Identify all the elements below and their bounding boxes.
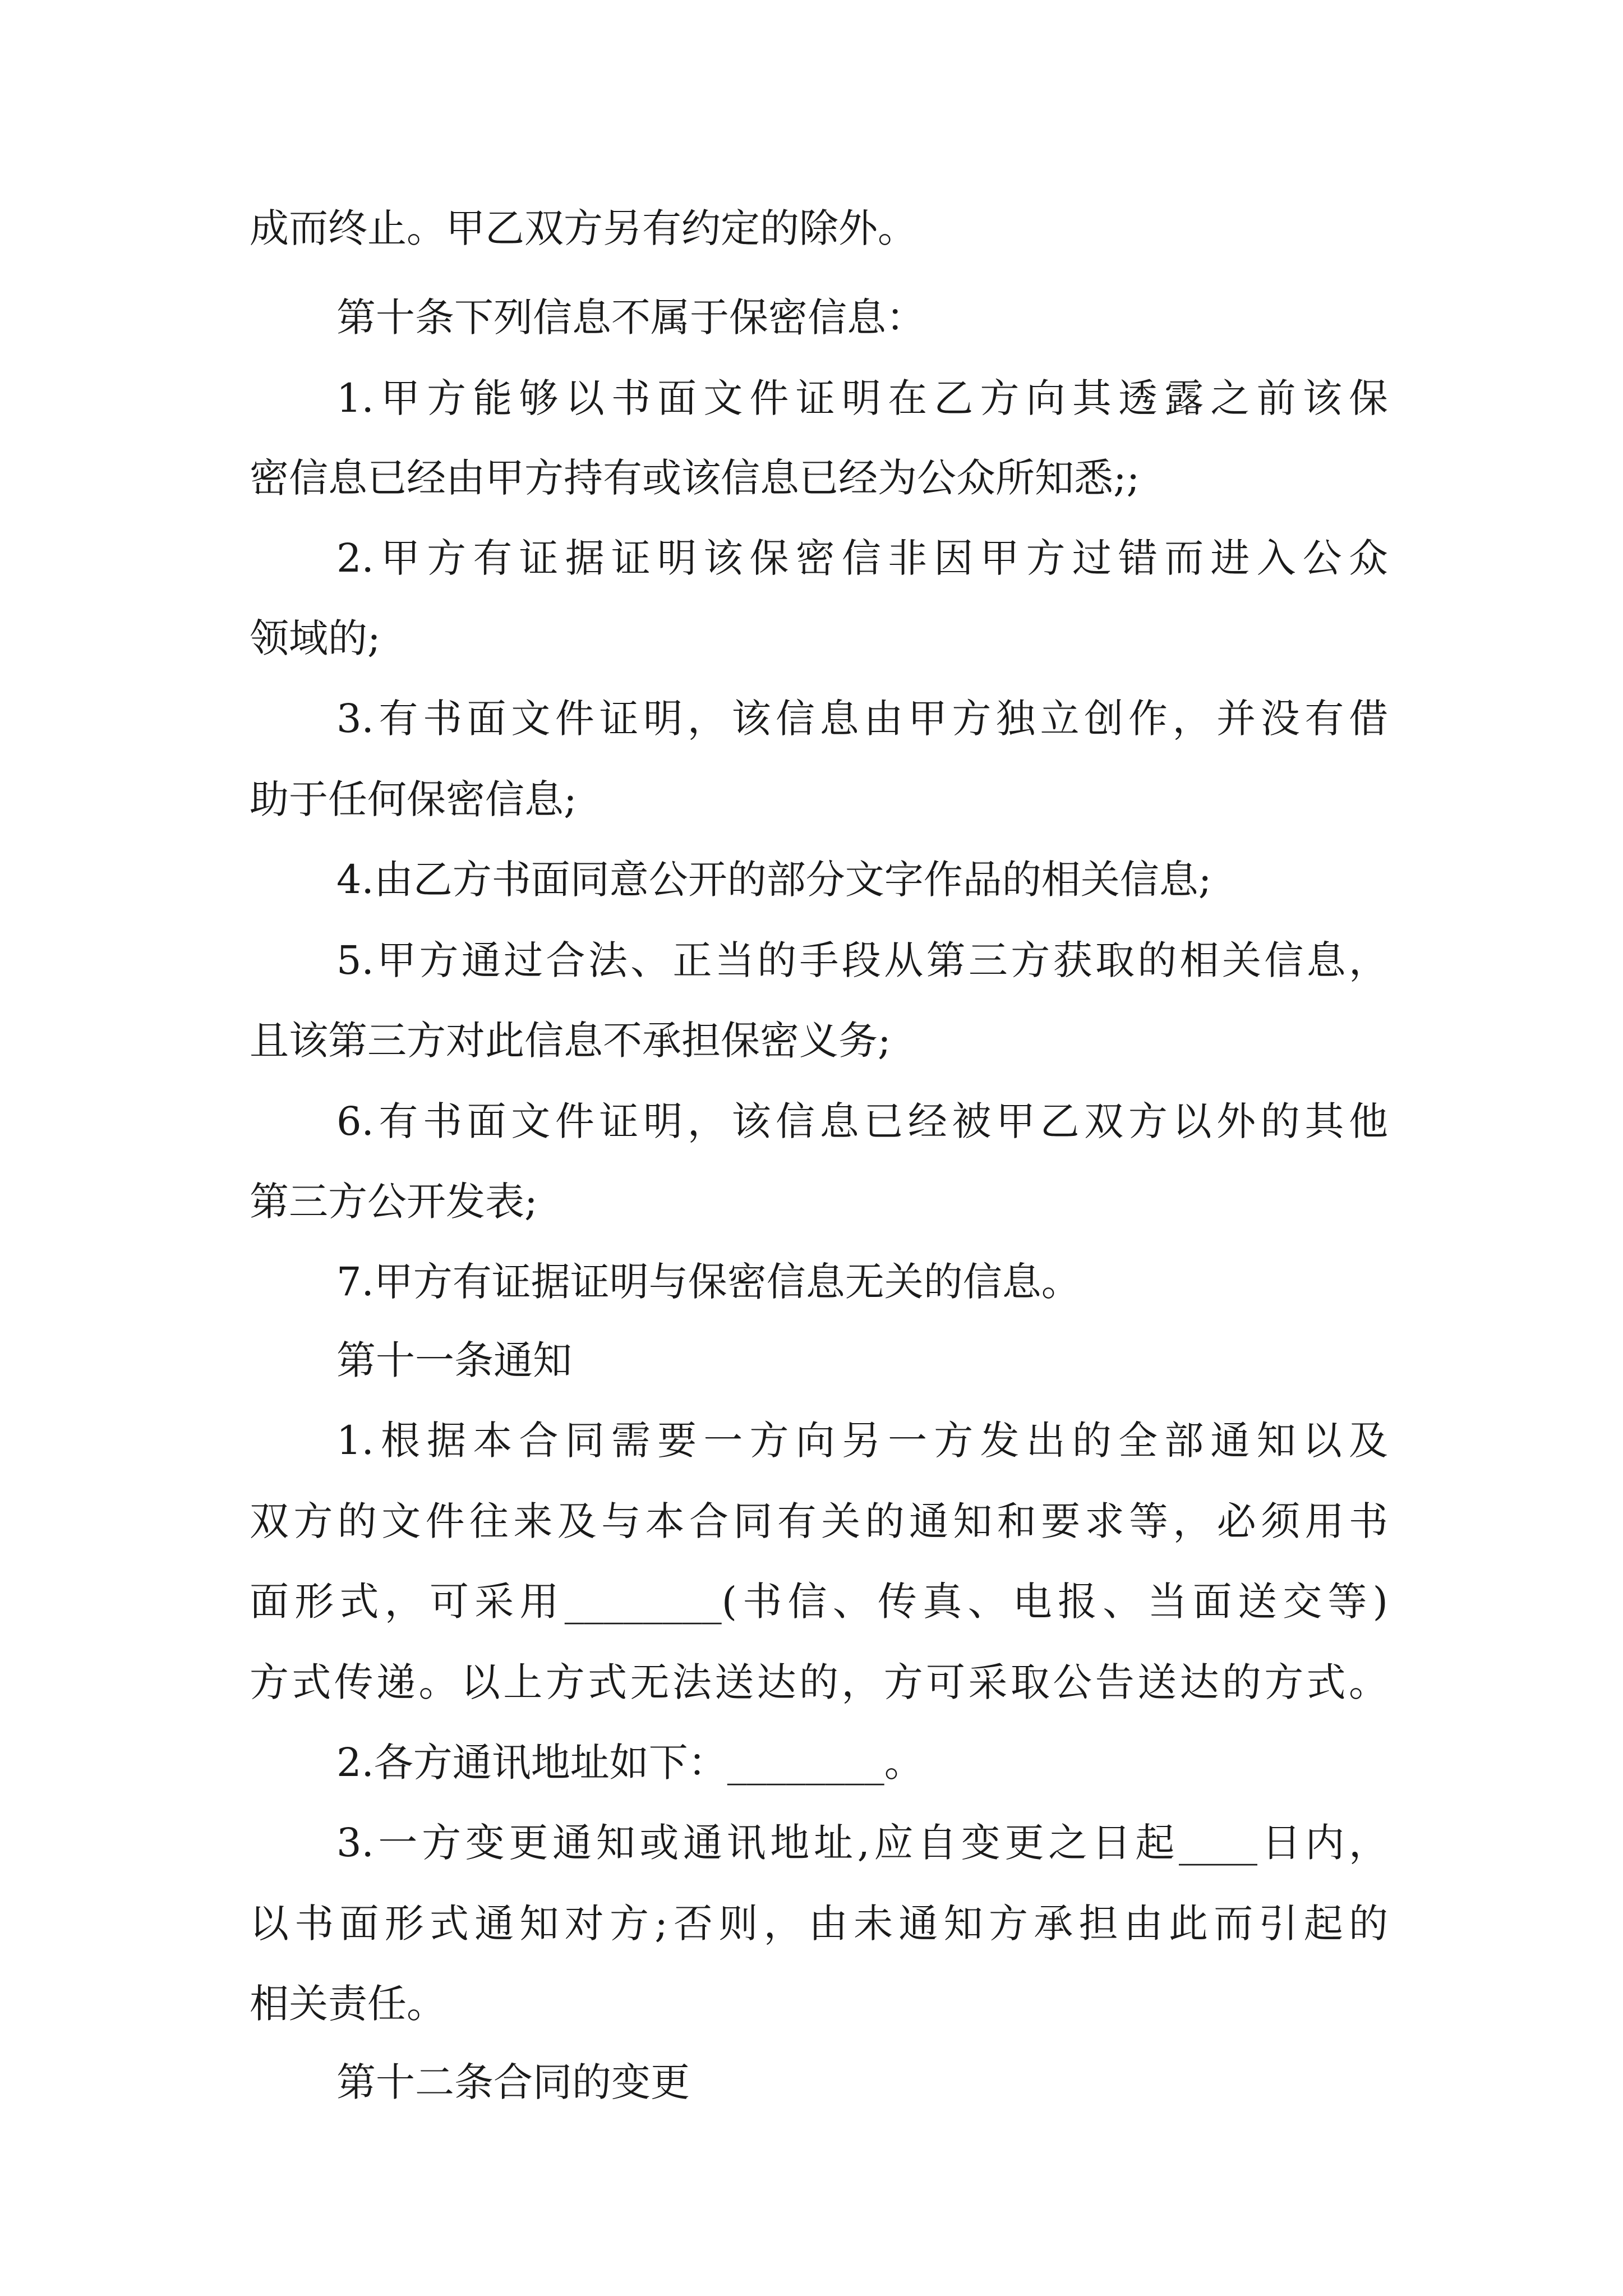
text-line: 1.甲方能够以书面文件证明在乙方向其透露之前该保: [336, 375, 1388, 421]
article-heading: 第十二条合同的变更: [336, 2059, 690, 2105]
text-line: 且该第三方对此信息不承担保密义务;: [250, 1018, 891, 1064]
article-heading: 第十一条通知: [336, 1337, 572, 1383]
text-line: 第三方公开发表;: [250, 1179, 538, 1225]
text-line: 相关责任。: [250, 1981, 446, 2027]
text-line: 领域的;: [250, 615, 381, 661]
text-line: 4.由乙方书面同意公开的部分文字作品的相关信息;: [336, 857, 1212, 903]
text-line: 7.甲方有证据证明与保密信息无关的信息。: [336, 1259, 1081, 1305]
text-line: 方式传递。以上方式无法送达的，方可采取公告送达的方式。: [250, 1659, 1388, 1705]
text-line: 面形式，可采用________(书信、传真、电报、当面送交等): [250, 1579, 1388, 1625]
text-line: 1.根据本合同需要一方向另一方发出的全部通知以及: [336, 1418, 1388, 1464]
text-line: 助于任何保密信息;: [250, 776, 577, 822]
text-line: 密信息已经由甲方持有或该信息已经为公众所知悉;;: [250, 455, 1140, 501]
text-line: 2.甲方有证据证明该保密信非因甲方过错而进入公众: [336, 535, 1388, 581]
text-line: 以书面形式通知对方;否则，由未通知方承担由此而引起的: [250, 1901, 1388, 1947]
text-line: 5.甲方通过合法、正当的手段从第三方获取的相关信息，: [336, 937, 1388, 983]
text-line: 双方的文件往来及与本合同有关的通知和要求等，必须用书: [250, 1498, 1388, 1544]
text-line: 2.各方通讯地址如下：________。: [336, 1740, 924, 1786]
text-line: 3.一方变更通知或通讯地址,应自变更之日起____日内，: [336, 1820, 1388, 1866]
text-line: 3.有书面文件证明，该信息由甲方独立创作，并没有借: [336, 696, 1388, 742]
article-heading: 第十条下列信息不属于保密信息：: [336, 295, 925, 341]
text-line: 6.有书面文件证明，该信息已经被甲乙双方以外的其他: [336, 1098, 1388, 1144]
text-line: 成而终止。甲乙双方另有约定的除外。: [250, 205, 917, 251]
